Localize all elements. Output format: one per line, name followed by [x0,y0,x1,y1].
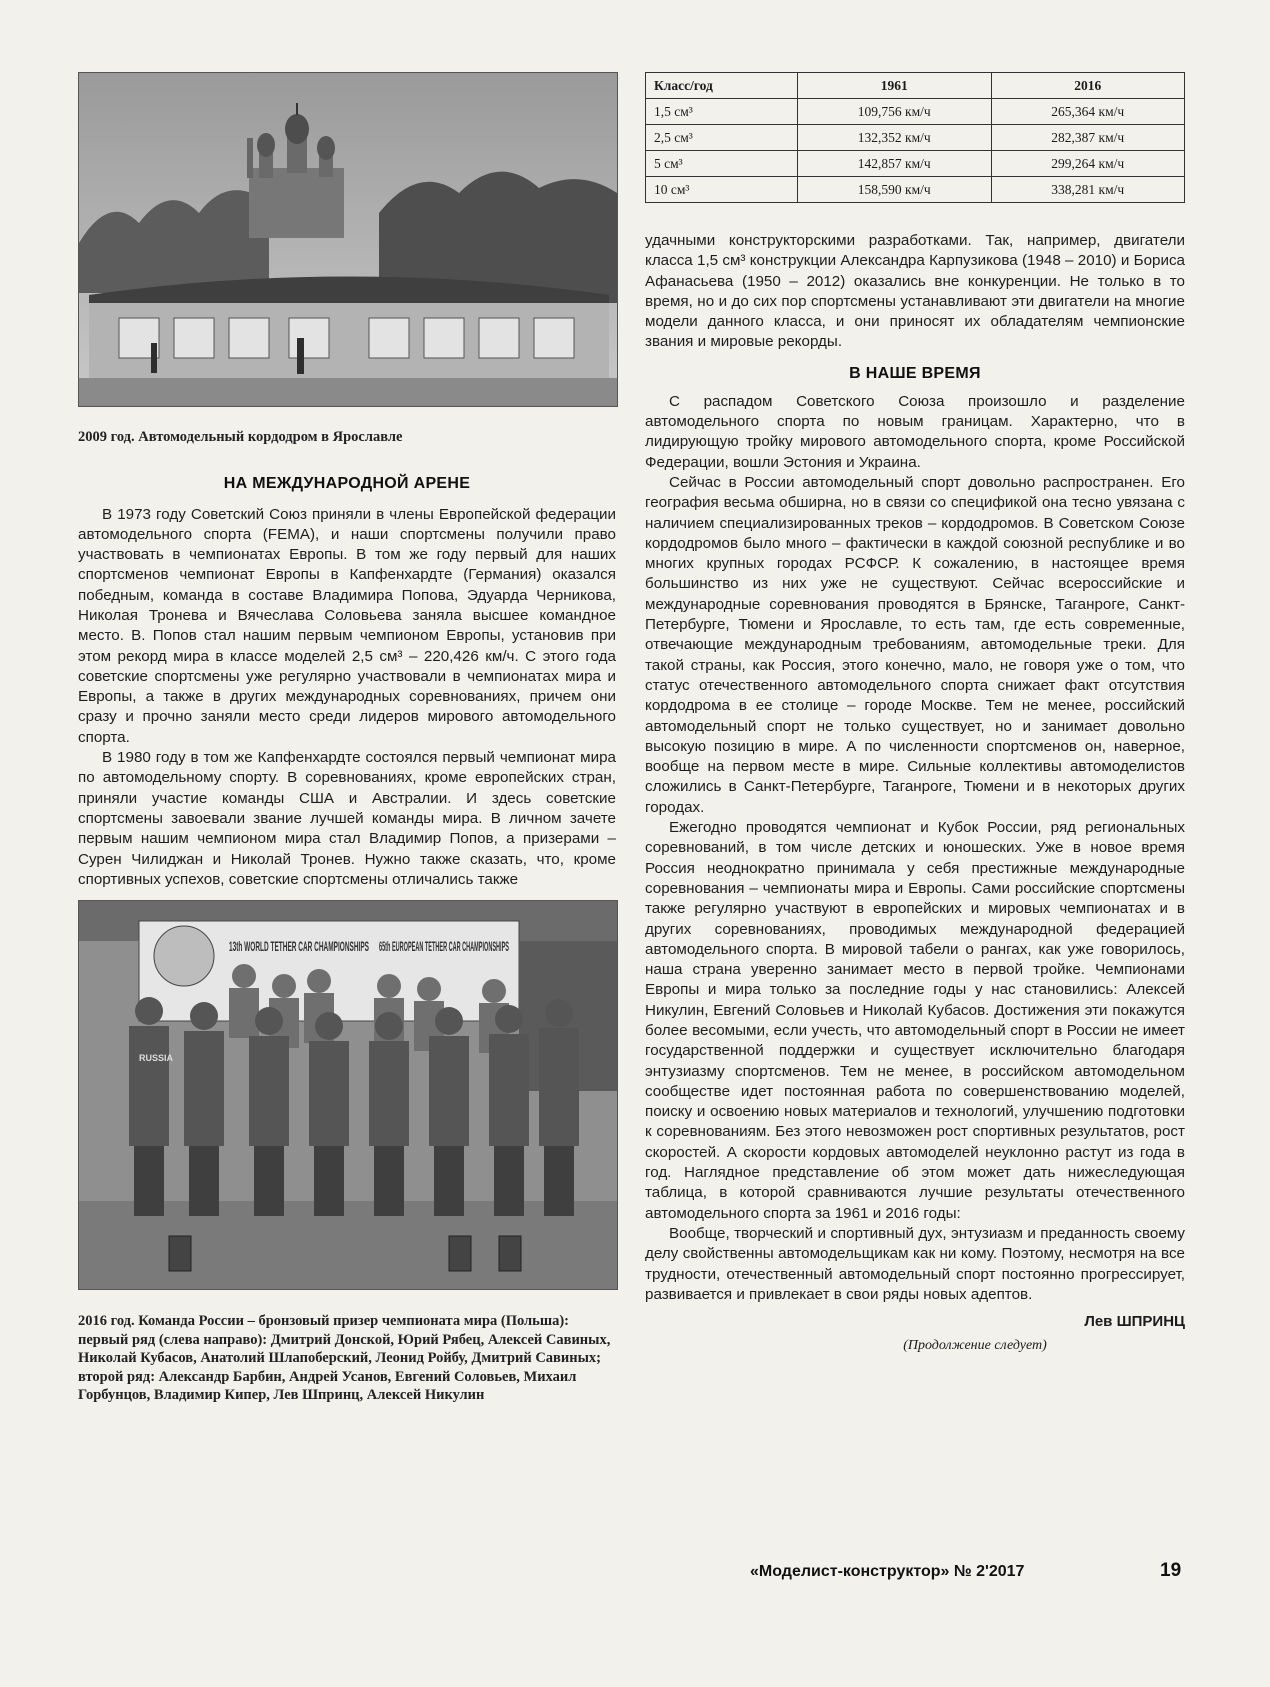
table-cell: 338,281 км/ч [991,177,1185,203]
table-cell: 1,5 см³ [646,99,798,125]
table-header-cell: Класс/год [646,73,798,99]
left-column [78,72,616,1405]
author-signature: Лев ШПРИНЦ [1084,1313,1185,1331]
table-cell: 282,387 км/ч [991,125,1185,151]
table-cell: 142,857 км/ч [798,151,992,177]
banner-right-text: 65th EUROPEAN TETHER CAR CHAMPIONSHIPS [379,938,509,955]
table-cell: 5 см³ [646,151,798,177]
table-header-row [646,73,1185,99]
table-cell: 10 см³ [646,177,798,203]
paragraph: Вообще, творческий и спортивный дух, энтузиазм и преданность своему делу свойственны автомодельщикам как ни кому. Поэтому, несмотря на все трудности, отечественный автомодельный спорт постоянно прогрессирует, развивается и привлекает в свои ряды новых адептов. [645,1224,1185,1303]
section-heading-international: НА МЕЖДУНАРОДНОЙ АРЕНЕ [223,474,471,492]
table-row [646,177,1185,203]
table-cell: 299,264 км/ч [991,151,1185,177]
shirt-text: RUSSIA [139,1053,174,1064]
banner-left-text: 13th WORLD TETHER CAR CHAMPIONSHIPS [229,938,369,955]
magazine-footer: «Моделист-конструктор» № 2'2017 [750,1563,1025,1580]
team-illustration [79,901,617,1289]
table-cell: 158,590 км/ч [798,177,992,203]
paragraph: удачными конструкторскими разработками. Так, например, двигатели класса 1,5 см³ конструкции Александра Карпузикова (1948 – 2010) и Бориса Афанасьева (1950 – 2012) оказались вне конкуренции. Не только в то время, но и до сих пор спортсмены устанавливают эти двигатели на многие модели данного класса, и они приносят их обладателям чемпионские звания и мировые рекорды. [645,232,1185,351]
section-heading-our-time: В НАШЕ ВРЕМЯ [849,364,981,382]
results-table [645,72,1185,203]
kordodrom-illustration [79,73,617,406]
right-column [645,72,1185,1354]
table-header-cell: 1961 [798,73,992,99]
paragraph: В 1980 году в том же Капфенхардте состоялся первый чемпионат мира по автомодельному спорту. В соревнованиях, кроме европейских стран, приняли участие команды США и Австралии. И здесь советские спортсмены завоевали звание лучшей команды мира. В личном зачете первым нашим чемпионом мира стал Владимир Попов, а призерами – Сурен Чилиджан и Николай Тронев. Нужно также сказать, что, кроме спортивных успехов, советские спортсмены отличались также [78,749,616,888]
table-cell: 132,352 км/ч [798,125,992,151]
table-cell: 265,364 км/ч [991,99,1185,125]
table-row [646,125,1185,151]
right-text [645,231,1185,1354]
table-header-cell: 2016 [991,73,1185,99]
team-photo [78,900,618,1290]
table-row [646,151,1185,177]
continued-note: (Продолжение следует) [903,1338,1047,1354]
table-row [646,99,1185,125]
kordodrom-photo [78,72,618,407]
photo2-caption: 2016 год. Команда России – бронзовый призер чемпионата мира (Польша): первый ряд (слева направо): Дмитрий Донской, Юрий Рябец, Алексей Савиных, Николай Кубасов, Анатолий Шлапоберский, Леонид Ройбу, Дмитрий Савиных; второй ряд: Александр Барбин, Андрей Усанов, Евгений Соловьев, Михаил Горбунцов, Владимир Кипер, Лев Шпринц, Алексей Никулин [78,1313,611,1404]
paragraph: Сейчас в России автомодельный спорт довольно распространен. Его география весьма обширна, но в связи со спецификой она тесно увязана с наличием специализированных треков – кордодромов. В Советском Союзе кордодромов было много – фактически в каждой союзной республике и во многих крупных городах РСФСР. К сожалению, в настоящее время большинство из них уже не существуют. Сейчас всероссийские и международные соревнования проводятся в Брянске, Таганроге, Санкт-Петербурге, Тюмени и Ярославле, то есть там, где есть современные, отвечающие международным требованиям, автомодельные треки. Для такой страны, как Россия, этого конечно, мало, не говоря уже о том, что статус отечественного автомодельного спорта снижает факт отсутствия кордодрома в ее столице – городе Москве. Тем не менее, российский автомодельный спорт не только существует, но и занимает довольно высокую позицию в мире. А по численности спортсменов он, наверное, вообще на первом месте в мире. Сильные коллективы автомоделистов сложились в Санкт-Петербурге, Таганроге, Тюмени и в некоторых других городах. [645,473,1185,816]
paragraph: Ежегодно проводятся чемпионат и Кубок России, ряд региональных соревнований, в том числе детских и юношеских. Уже в новое время Россия неоднократно принимала у себя престижные международные соревнования – чемпионаты мира и Европы. Сами российские спортсмены также регулярно участвуют в европейских и мировых чемпионатах и в других соревнованиях, проводимых международной федерацией автомодельного спорта. В мировой табели о рангах, как уже говорилось, наша страна уверенно занимает место в первой тройке. Чемпионами Европы и мира только за последние годы у нас становились: Алексей Никулин, Евгений Соловьев и Николай Кубасов. Достижения эти покажутся более весомыми, если учесть, что автомодельный спорт в России не имеет государственной поддержки и существует исключительно благодаря энтузиазму спортсменов. Тем не менее, в российском автомодельном сообществе идет постоянная работа по совершенствованию моделей, поиску и освоению новых материалов и технологий, улучшению подготовки к соревнованиям. Без этого невозможен рост спортивных результатов, рост скоростей. А скорости кордовых автомоделей неуклонно растут из года в год. Наглядное представление об этом может дать нижеследующая таблица, в которой сравниваются лучшие результаты отечественного автомодельного спорта за 1961 и 2016 годы: [645,819,1185,1222]
table-cell: 2,5 см³ [646,125,798,151]
page-number: 19 [1160,1560,1182,1581]
paragraph: В 1973 году Советский Союз приняли в члены Европейской федерации автомодельного спорта (FEMA), и наши спортсмены получили право участвовать в чемпионатах Европы. В том же году первый для наших спортсменов чемпионат Европы в Капфенхардте (Германия) оказался победным, команда в составе Владимира Попова, Эдуарда Черникова, Николая Тронева и Вячеслава Соловьева заняла высшее командное место. В. Попов стал нашим первым чемпионом Европы, установив при этом рекорд мира в классе моделей 2,5 см³ – 220,426 км/ч. С этого года советские спортсмены уже регулярно участвовали в чемпионатах мира и Европы, а также в других международных соревнованиях, причем они сразу и прочно заняли место среди лидеров мирового автомодельного спорта. [78,505,616,746]
paragraph: С распадом Советского Союза произошло и разделение автомодельного спорта по новым границам. Характерно, что в лидирующую тройку мирового автомодельного спорта, кроме Российской Федерации, вошли Эстония и Украина. [645,392,1185,471]
photo1-caption: 2009 год. Автомодельный кордодром в Ярославле [78,429,403,445]
table-cell: 109,756 км/ч [798,99,992,125]
